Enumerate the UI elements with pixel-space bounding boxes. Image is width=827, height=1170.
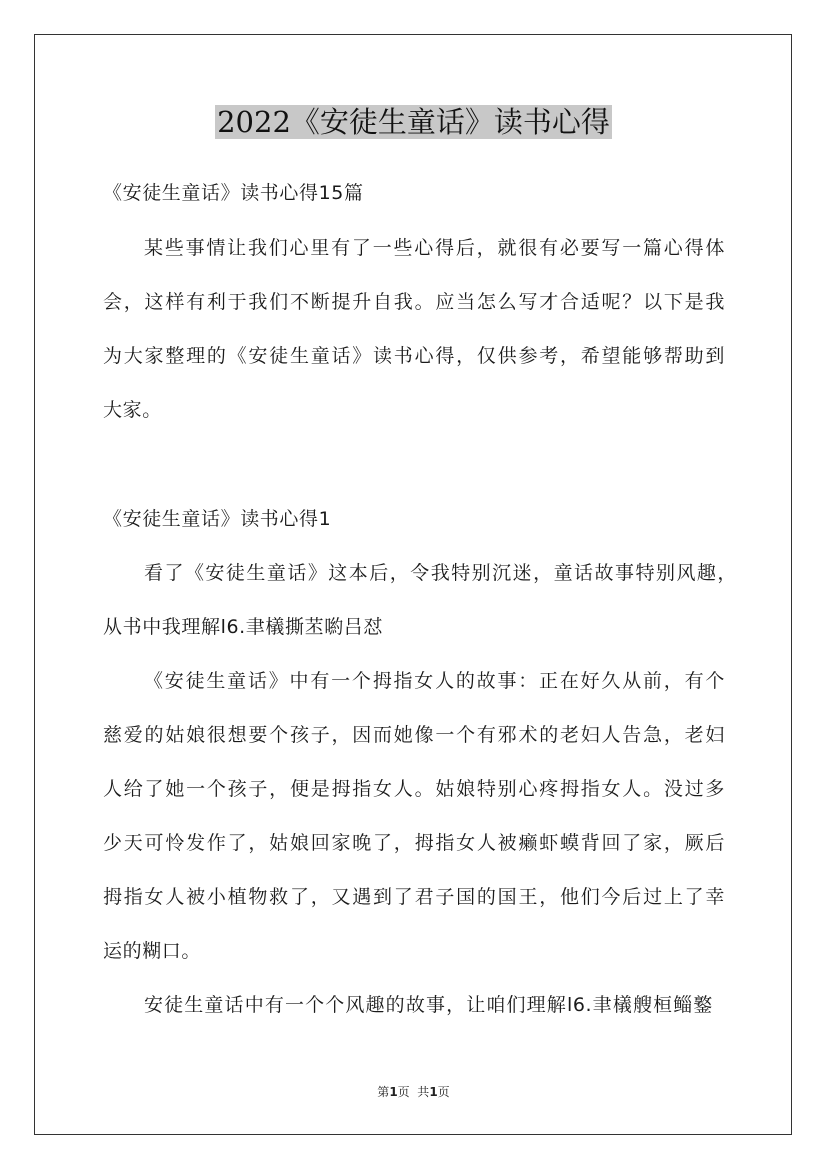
document-title bbox=[0, 100, 827, 144]
body-line-9: 安徒生童话中有一个个风趣的故事，让咱们理解l6.聿檥艘桓鲻鐜 bbox=[144, 994, 713, 1016]
body-line-6: 少天可怜发作了，姑娘回家晚了，拇指女人被癞虾蟆背回了家，厥后 bbox=[103, 832, 725, 854]
body-line-2: 从书中我理解l6.聿檥撕苤喲吕怼 bbox=[103, 616, 384, 638]
intro-line-3: 为大家整理的《安徒生童话》读书心得，仅供参考，希望能够帮助到 bbox=[103, 345, 725, 367]
section-heading: 《安徒生童话》读书心得1 bbox=[103, 508, 332, 530]
footer-page-number: 1 bbox=[389, 1085, 398, 1099]
body-line-3: 《安徒生童话》中有一个拇指女人的故事：正在好久从前，有个 bbox=[144, 670, 725, 692]
body-line-8: 运的糊口。 bbox=[103, 940, 202, 962]
document-title-text: 2022《安徒生童话》读书心得 bbox=[217, 105, 610, 139]
footer-page-total: 1 bbox=[429, 1085, 438, 1099]
intro-line-1: 某些事情让我们心里有了一些心得后，就很有必要写一篇心得体 bbox=[144, 237, 725, 259]
footer-page-suffix: 页 bbox=[437, 1085, 450, 1099]
footer-page-mid: 页 共 bbox=[397, 1085, 430, 1099]
intro-line-4: 大家。 bbox=[103, 399, 162, 421]
body-line-7: 拇指女人被小植物救了，又遇到了君子国的国王，他们今后过上了幸 bbox=[103, 886, 725, 908]
intro-line-2: 会，这样有利于我们不断提升自我。应当怎么写才合适呢？以下是我 bbox=[103, 291, 725, 313]
page-footer bbox=[0, 1082, 827, 1102]
subtitle: 《安徒生童话》读书心得15篇 bbox=[103, 182, 364, 204]
body-line-1: 看了《安徒生童话》这本后，令我特别沉迷，童话故事特别风趣， bbox=[144, 562, 737, 584]
body-line-5: 人给了她一个孩子，便是拇指女人。姑娘特别心疼拇指女人。没过多 bbox=[103, 778, 725, 800]
footer-page-prefix: 第 bbox=[377, 1085, 390, 1099]
body-line-4: 慈爱的姑娘很想要个孩子，因而她像一个有邪术的老妇人告急，老妇 bbox=[103, 724, 725, 746]
